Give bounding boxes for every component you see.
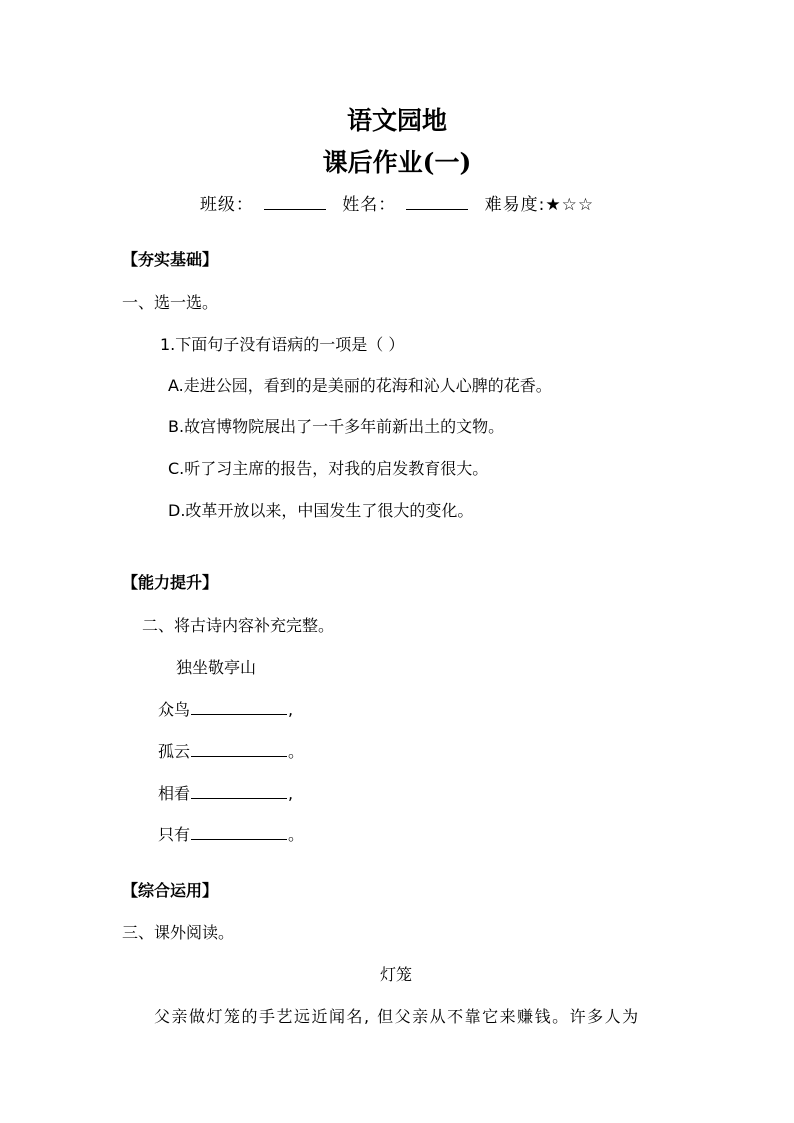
poem-blank[interactable] bbox=[191, 743, 287, 757]
passage-text: 父亲做灯笼的手艺远近闻名, 但父亲从不靠它来赚钱。许多人为 bbox=[154, 1007, 640, 1026]
class-blank[interactable] bbox=[264, 195, 326, 210]
poem-line-1 bbox=[158, 697, 293, 720]
option-a: A.走进公园，看到的是美丽的花海和沁人心脾的花香。 bbox=[168, 376, 552, 395]
page-title: 语文园地 bbox=[346, 106, 447, 135]
section-heading-basics: 【夯实基础】 bbox=[122, 250, 219, 269]
poem-line-end: 。 bbox=[288, 742, 305, 761]
student-info-line bbox=[0, 190, 794, 215]
difficulty-label: 难易度: bbox=[484, 195, 546, 215]
part-one-title: 一、选一选。 bbox=[122, 293, 219, 312]
poem-title: 独坐敬亭山 bbox=[176, 658, 257, 677]
page-subtitle: 课后作业(一) bbox=[322, 148, 472, 177]
difficulty-stars: ★☆☆ bbox=[545, 195, 595, 215]
poem-blank[interactable] bbox=[191, 785, 287, 799]
poem-line-3 bbox=[158, 781, 293, 804]
poem-line-end: , bbox=[288, 784, 294, 803]
poem-line-end: 。 bbox=[288, 825, 305, 844]
part-two-title: 二、将古诗内容补充完整。 bbox=[142, 616, 335, 635]
poem-line-start: 只有 bbox=[158, 825, 191, 844]
section-heading-application: 【综合运用】 bbox=[122, 881, 219, 900]
poem-blank[interactable] bbox=[191, 826, 287, 840]
section-heading-improve: 【能力提升】 bbox=[122, 573, 219, 592]
poem-blank[interactable] bbox=[191, 701, 287, 715]
option-c: C.听了习主席的报告，对我的启发教育很大。 bbox=[168, 459, 489, 478]
question-1: 1.下面句子没有语病的一项是（ ） bbox=[160, 335, 405, 354]
option-b: B.故宫博物院展出了一千多年前新出土的文物。 bbox=[168, 417, 505, 436]
name-label: 姓名： bbox=[342, 195, 397, 215]
poem-line-4 bbox=[158, 822, 304, 845]
poem-line-end: , bbox=[288, 700, 294, 719]
name-blank[interactable] bbox=[406, 195, 468, 210]
poem-line-start: 相看 bbox=[158, 784, 191, 803]
poem-line-start: 众鸟 bbox=[158, 700, 191, 719]
class-label: 班级： bbox=[199, 195, 254, 215]
option-d: D.改革开放以来，中国发生了很大的变化。 bbox=[168, 501, 474, 520]
poem-line-2 bbox=[158, 739, 304, 762]
poem-line-start: 孤云 bbox=[158, 742, 191, 761]
part-three-title: 三、课外阅读。 bbox=[122, 923, 235, 942]
passage-title: 灯笼 bbox=[380, 965, 413, 984]
